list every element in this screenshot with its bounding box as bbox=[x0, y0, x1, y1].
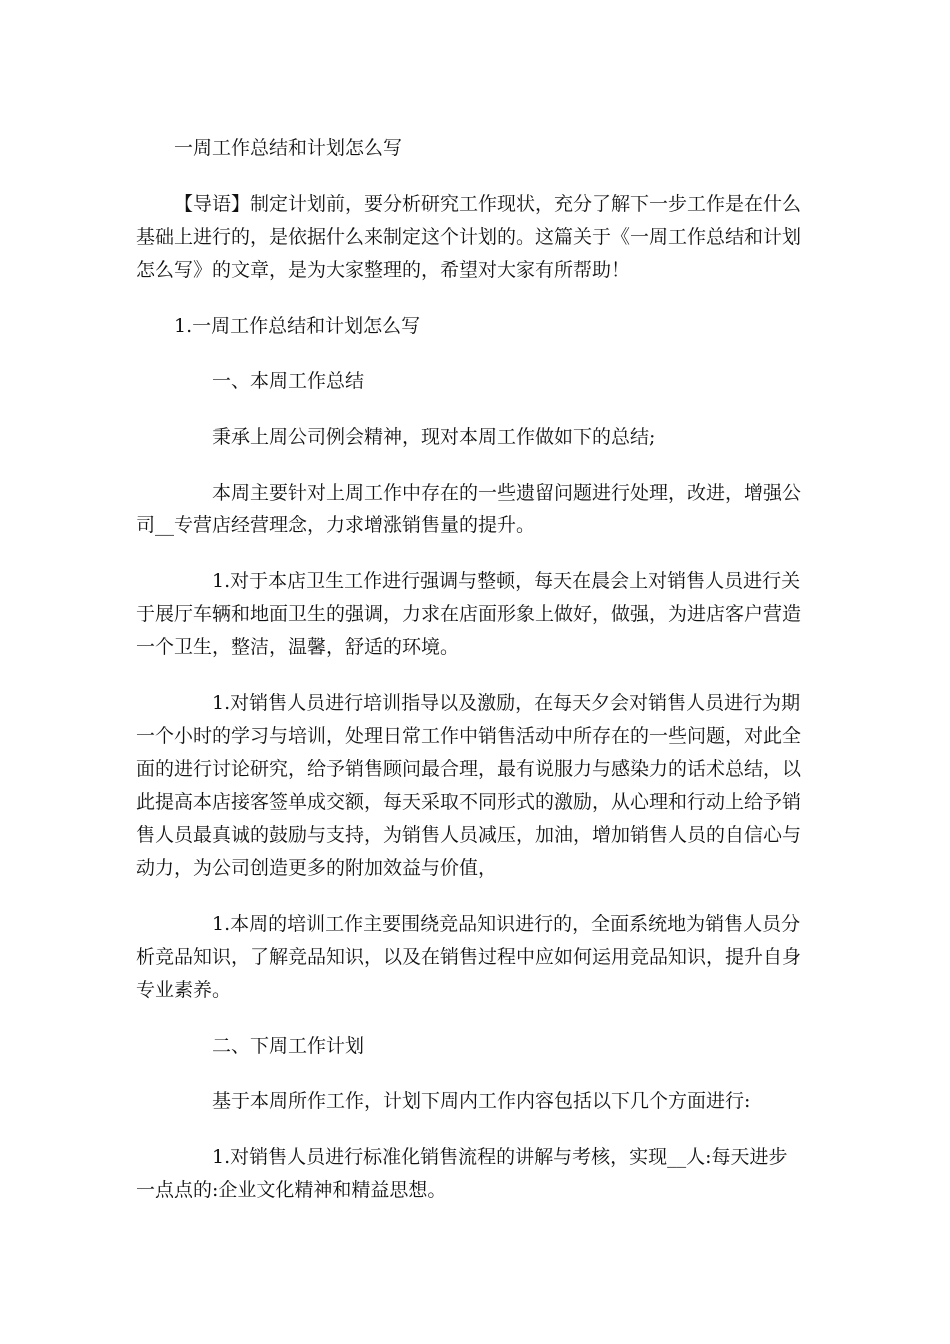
section-title: 1.一周工作总结和计划怎么写 bbox=[174, 315, 421, 337]
item2-line-1: 1.对销售人员进行培训指导以及激励，在每天夕会对销售人员进行为期 bbox=[212, 692, 801, 714]
part1-para-line-1: 本周主要针对上周工作中存在的一些遗留问题进行处理，改进，增强公 bbox=[212, 482, 802, 504]
item1-line-2: 于展厅车辆和地面卫生的强调，力求在店面形象上做好，做强，为进店客户营造 bbox=[136, 603, 802, 625]
item2-line-4: 此提高本店接客签单成交额，每天采取不同形式的激励，从心理和行动上给予销 bbox=[136, 791, 802, 813]
intro-line-1: 【导语】制定计划前，要分析研究工作现状，充分了解下一步工作是在什么 bbox=[174, 193, 802, 215]
part2-heading: 二、下周工作计划 bbox=[212, 1035, 365, 1057]
item1-line-3: 一个卫生，整洁，温馨，舒适的环境。 bbox=[136, 636, 460, 658]
part2-lead: 基于本周所作工作，计划下周内工作内容包括以下几个方面进行: bbox=[212, 1090, 751, 1112]
part1-lead: 秉承上周公司例会精神，现对本周工作做如下的总结; bbox=[212, 426, 656, 448]
plan1-line-2: 一点点的:企业文化精神和精益思想。 bbox=[136, 1179, 447, 1201]
plan1-line-1: 1.对销售人员进行标准化销售流程的讲解与考核，实现__人:每天进步 bbox=[212, 1146, 788, 1168]
item2-line-5: 售人员最真诚的鼓励与支持，为销售人员减压，加油，增加销售人员的自信心与 bbox=[136, 824, 802, 846]
item1-line-1: 1.对于本店卫生工作进行强调与整顿，每天在晨会上对销售人员进行关 bbox=[212, 570, 801, 592]
part1-heading: 一、本周工作总结 bbox=[212, 370, 365, 392]
item3-line-2: 析竞品知识，了解竞品知识，以及在销售过程中应如何运用竞品知识，提升自身 bbox=[136, 946, 802, 968]
item2-line-6: 动力，为公司创造更多的附加效益与价值， bbox=[136, 857, 498, 879]
item2-line-2: 一个小时的学习与培训，处理日常工作中销售活动中所存在的一些问题，对此全 bbox=[136, 725, 802, 747]
item3-line-3: 专业素养。 bbox=[136, 979, 232, 1001]
document-title: 一周工作总结和计划怎么写 bbox=[174, 137, 403, 159]
item3-line-1: 1.本周的培训工作主要围绕竞品知识进行的，全面系统地为销售人员分 bbox=[212, 913, 801, 935]
item2-line-3: 面的进行讨论研究，给予销售顾问最合理，最有说服力与感染力的话术总结，以 bbox=[136, 758, 802, 780]
intro-line-3: 怎么写》的文章，是为大家整理的，希望对大家有所帮助！ bbox=[136, 259, 631, 281]
intro-line-2: 基础上进行的，是依据什么来制定这个计划的。这篇关于《一周工作总结和计划 bbox=[136, 226, 802, 248]
part1-para-line-2: 司__专营店经营理念，力求增涨销售量的提升。 bbox=[136, 514, 536, 536]
